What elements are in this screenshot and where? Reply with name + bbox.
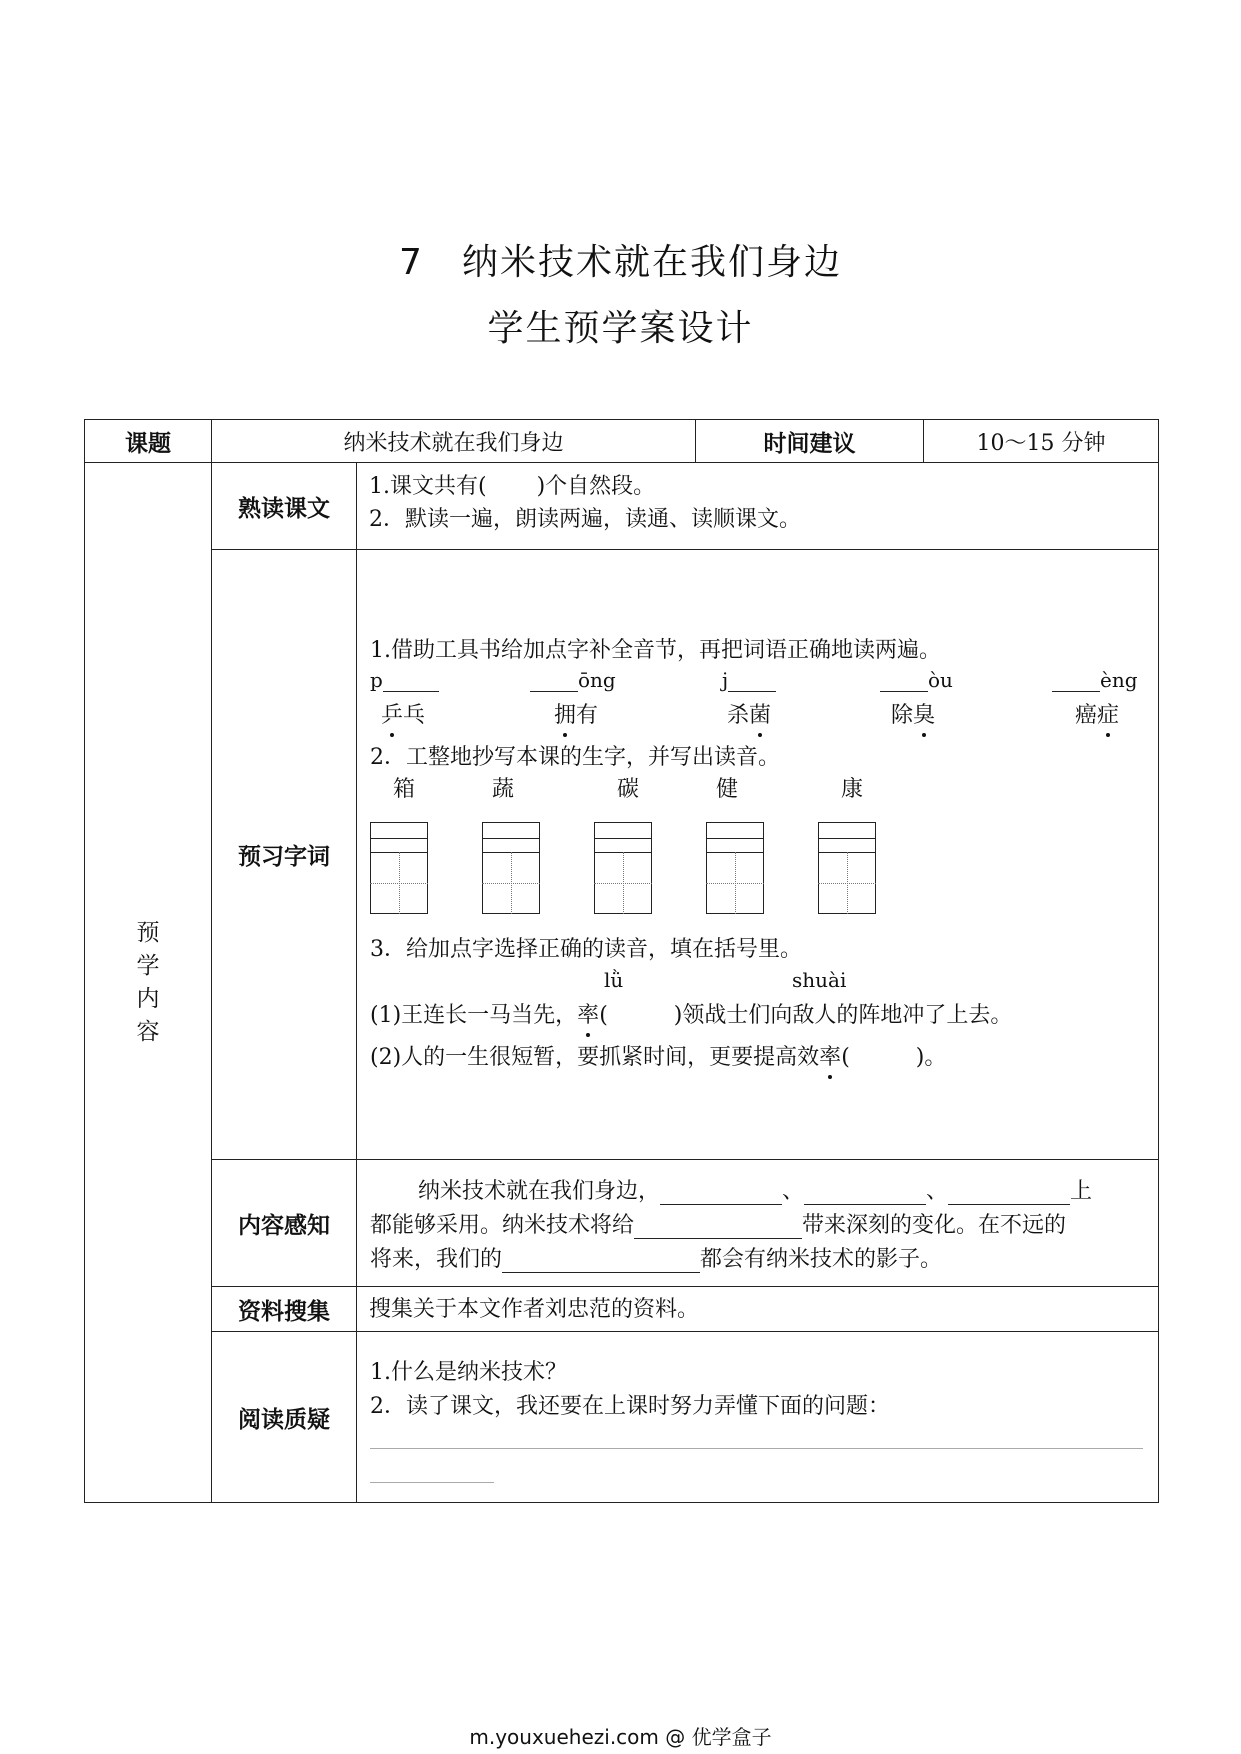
pinyin-blank-4: òu <box>880 668 953 692</box>
time-label: 时间建议 <box>696 420 924 463</box>
pinyin-blank-5: èng <box>1052 668 1138 692</box>
writing-grid-4[interactable] <box>706 822 764 914</box>
char-3: 碳 <box>617 777 640 802</box>
ziliao-content: 搜集关于本文作者刘忠范的资料。 <box>357 1287 1159 1332</box>
yuxi-label: 预习字词 <box>212 550 357 1160</box>
word-1: 乒乓 <box>381 698 425 729</box>
yuedu-line-1: 1.什么是纳米技术？ <box>370 1360 567 1385</box>
yuedu-label: 阅读质疑 <box>212 1332 357 1503</box>
answer-line-2[interactable] <box>370 1482 494 1483</box>
answer-line-1[interactable] <box>370 1448 1143 1449</box>
shudu-content: 1.课文共有( )个自然段。 2．默读一遍，朗读两遍，读通、读顺课文。 <box>357 463 1159 550</box>
shudu-label: 熟读课文 <box>212 463 357 550</box>
word-4: 除臭 <box>891 698 935 729</box>
neirong-label: 内容感知 <box>212 1160 357 1287</box>
topic-label: 课题 <box>85 420 212 463</box>
pinyin-blank-2: ōng <box>530 668 616 692</box>
word-3: 杀菌 <box>727 698 771 729</box>
yuxi-q3: 3．给加点字选择正确的读音，填在括号里。 <box>370 937 802 962</box>
document-subtitle: 学生预学案设计 <box>487 308 754 349</box>
char-5: 康 <box>841 777 864 802</box>
option-shuai: shuài <box>792 968 847 992</box>
footer-watermark: m.youxuehezi.com @ 优学盒子 <box>469 1725 772 1749</box>
pinyin-blank-1: p <box>370 668 439 692</box>
sentence-2: (2)人的一生很短暂，要抓紧时间，更要提高效率( )。 <box>370 1040 946 1071</box>
writing-grid-3[interactable] <box>594 822 652 914</box>
writing-grid-2[interactable] <box>482 822 540 914</box>
side-label: 预 学 内 容 <box>85 463 212 1503</box>
char-1: 箱 <box>393 777 416 802</box>
yuxi-q1: 1.借助工具书给加点字补全音节，再把词语正确地读两遍。 <box>370 638 941 663</box>
ziliao-label: 资料搜集 <box>212 1287 357 1332</box>
writing-grid-1[interactable] <box>370 822 428 914</box>
word-2: 拥有 <box>554 698 598 729</box>
neirong-line-2: 都能够采用。纳米技术将给 带来深刻的变化。在不远的 <box>370 1213 1067 1238</box>
yuedu-line-2: 2．读了课文，我还要在上课时努力弄懂下面的问题： <box>370 1394 890 1419</box>
neirong-line-1: 纳米技术就在我们身边， 、 、 上 <box>418 1179 1093 1204</box>
word-5: 癌症 <box>1075 698 1119 729</box>
neirong-line-3: 将来，我们的 都会有纳米技术的影子。 <box>370 1247 943 1272</box>
option-lv: lǜ <box>604 968 624 992</box>
sentence-1: (1)王连长一马当先，率( )领战士们向敌人的阵地冲了上去。 <box>370 998 1012 1029</box>
time-value: 10～15 分钟 <box>924 420 1159 463</box>
char-4: 健 <box>716 777 739 802</box>
char-2: 蔬 <box>492 777 515 802</box>
document-title: 7 纳米技术就在我们身边 <box>399 242 842 283</box>
yuxi-q2: 2．工整地抄写本课的生字，并写出读音。 <box>370 745 780 770</box>
writing-grid-5[interactable] <box>818 822 876 914</box>
topic-value: 纳米技术就在我们身边 <box>212 420 696 463</box>
pinyin-blank-3: j <box>722 668 776 692</box>
